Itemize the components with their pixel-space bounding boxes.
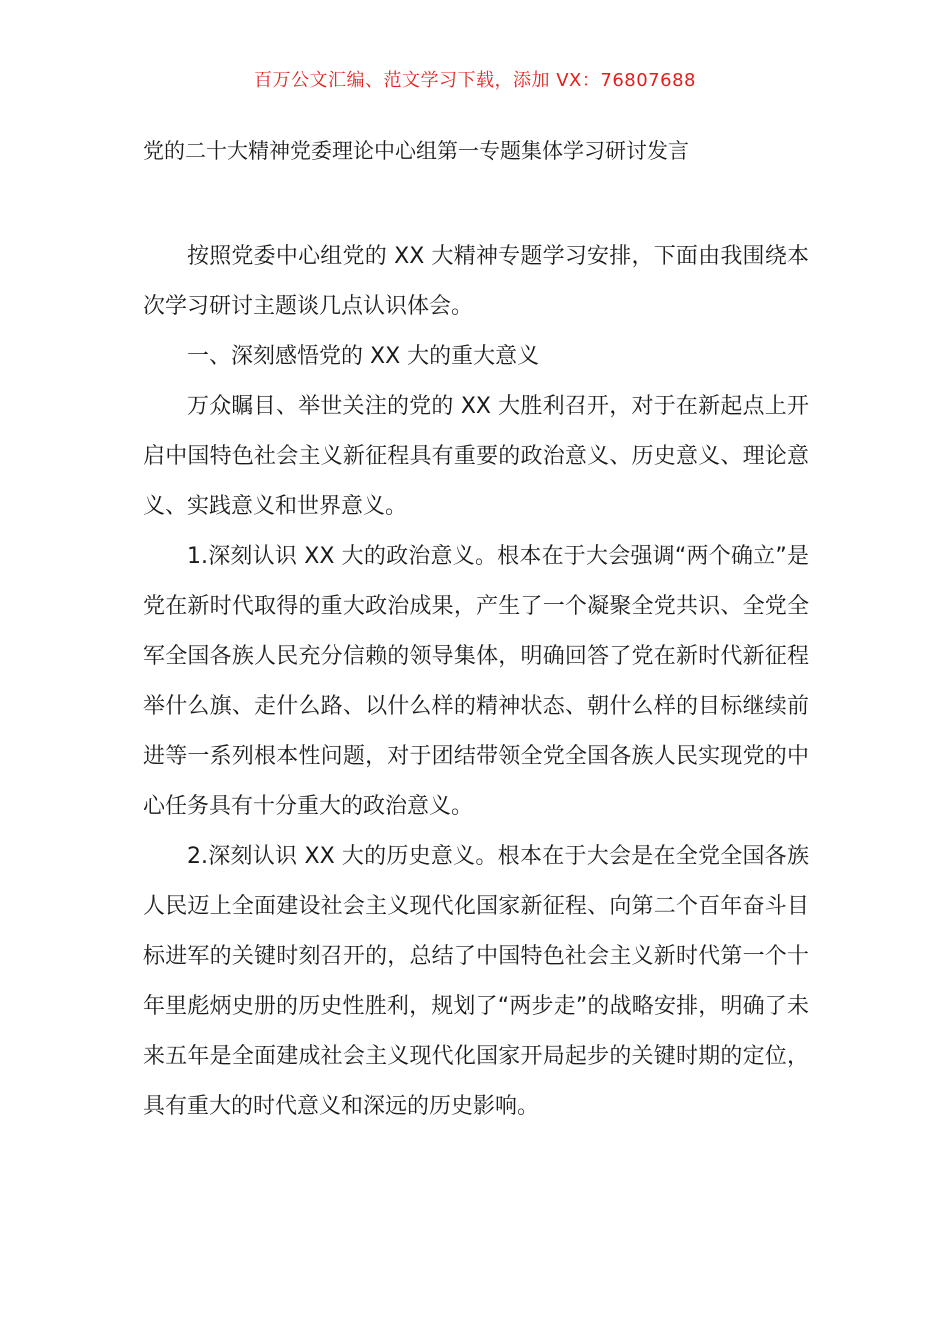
body-paragraph: 1.深刻认识 XX 大的政治意义。根本在于大会强调“两个确立”是党在新时代取得的重大政治成果，产生了一个凝聚全党共识、全党全军全国各族人民充分信赖的领导集体，明确回答了党在新时代新征程举什么旗、走什么路、以什么样的精神状态、朝什么样的目标继续前进等一系列根本性问题，对于团结带领全党全国各族人民实现党的中心任务具有十分重大的政治意义。 bbox=[143, 544, 809, 819]
section-heading: 一、深刻感悟党的 XX 大的重大意义 bbox=[187, 344, 540, 369]
document-body bbox=[143, 232, 809, 1132]
intro-paragraph: 按照党委中心组党的 XX 大精神专题学习安排，下面由我围绕本次学习研讨主题谈几点认识体会。 bbox=[143, 244, 809, 319]
body-paragraph: 2.深刻认识 XX 大的历史意义。根本在于大会是在全党全国各族人民迈上全面建设社会主义现代化国家新征程、向第二个百年奋斗目标进军的关键时刻召开的，总结了中国特色社会主义新时代第一个十年里彪炳史册的历史性胜利，规划了“两步走”的战略安排，明确了未来五年是全面建成社会主义现代化国家开局起步的关键时期的定位，具有重大的时代意义和深远的历史影响。 bbox=[143, 844, 809, 1119]
body-paragraph: 万众瞩目、举世关注的党的 XX 大胜利召开，对于在新起点上开启中国特色社会主义新征程具有重要的政治意义、历史意义、理论意义、实践意义和世界意义。 bbox=[143, 394, 809, 519]
promo-banner: 百万公文汇编、范文学习下载，添加 VX：76807688 bbox=[254, 70, 696, 91]
document-title: 党的二十大精神党委理论中心组第一专题集体学习研讨发言 bbox=[143, 139, 689, 163]
